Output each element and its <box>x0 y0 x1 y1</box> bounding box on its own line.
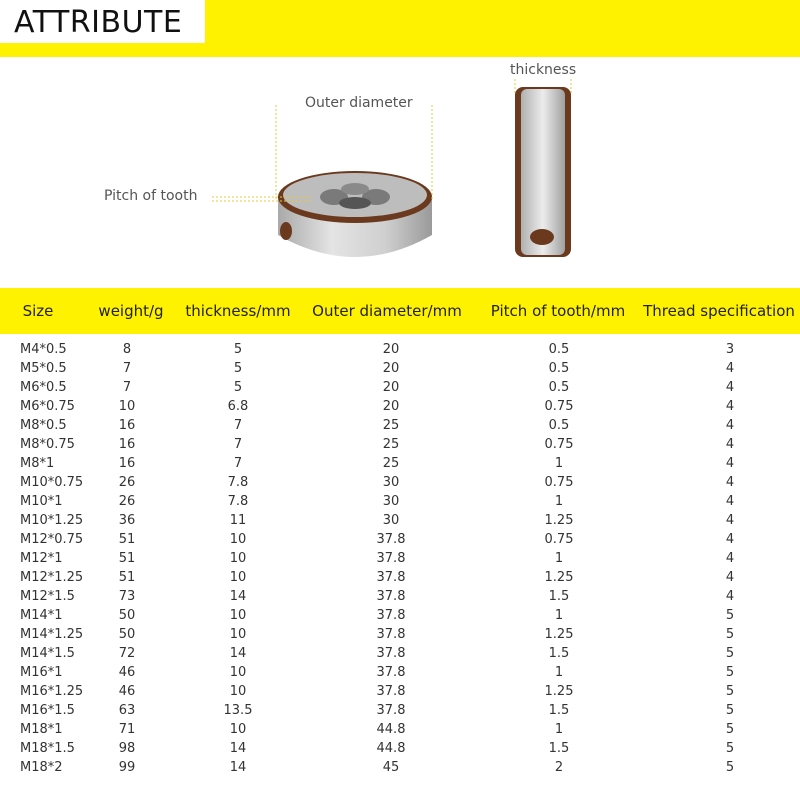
cell-size: M10*0.75 <box>20 475 84 490</box>
cell-outer-diameter: 30 <box>382 475 400 490</box>
cell-size: M18*1.5 <box>20 741 75 756</box>
cell-size: M16*1 <box>20 665 63 680</box>
cell-weight: 7 <box>122 361 132 376</box>
table-row <box>0 549 800 568</box>
cell-weight: 7 <box>122 380 132 395</box>
cell-weight: 50 <box>118 627 136 642</box>
cell-thickness: 10 <box>229 551 247 566</box>
cell-outer-diameter: 45 <box>382 760 400 775</box>
chip-hole-back <box>341 183 369 195</box>
cell-thread-specification: 4 <box>725 380 735 395</box>
cell-thread-specification: 5 <box>725 627 735 642</box>
outer-diameter-label: Outer diameter <box>305 95 413 111</box>
cell-pitch-of-tooth: 0.5 <box>548 342 570 357</box>
cell-weight: 98 <box>118 741 136 756</box>
cell-outer-diameter: 37.8 <box>376 589 406 604</box>
cell-pitch-of-tooth: 0.75 <box>544 437 574 452</box>
column-header-pitch-of-tooth: Pitch of tooth/mm <box>490 302 626 320</box>
cell-thickness: 7.8 <box>227 494 249 509</box>
cell-size: M6*0.75 <box>20 399 75 414</box>
cell-thickness: 10 <box>229 608 247 623</box>
cell-thread-specification: 4 <box>725 513 735 528</box>
thread-bore <box>339 197 371 209</box>
cell-weight: 46 <box>118 665 136 680</box>
cell-size: M16*1.25 <box>20 684 84 699</box>
cell-thread-specification: 5 <box>725 741 735 756</box>
cell-outer-diameter: 37.8 <box>376 532 406 547</box>
cell-thread-specification: 5 <box>725 665 735 680</box>
cell-weight: 51 <box>118 551 136 566</box>
cell-thickness: 10 <box>229 684 247 699</box>
round-die-angled <box>278 171 432 257</box>
cell-thickness: 5 <box>233 361 243 376</box>
table-row <box>0 587 800 606</box>
table-row <box>0 625 800 644</box>
cell-thread-specification: 4 <box>725 589 735 604</box>
cell-size: M12*0.75 <box>20 532 84 547</box>
cell-outer-diameter: 20 <box>382 361 400 376</box>
thickness-label: thickness <box>510 62 577 78</box>
cell-weight: 51 <box>118 532 136 547</box>
cell-thickness: 14 <box>229 646 247 661</box>
cell-weight: 71 <box>118 722 136 737</box>
table-row <box>0 606 800 625</box>
cell-thickness: 10 <box>229 722 247 737</box>
cell-thread-specification: 5 <box>725 608 735 623</box>
cell-thread-specification: 3 <box>725 342 735 357</box>
cell-outer-diameter: 37.8 <box>376 665 406 680</box>
cell-size: M12*1 <box>20 551 63 566</box>
cell-thickness: 11 <box>229 513 247 528</box>
table-row <box>0 435 800 454</box>
cell-weight: 16 <box>118 437 136 452</box>
cell-thread-specification: 4 <box>725 361 735 376</box>
cell-size: M14*1.25 <box>20 627 84 642</box>
cell-thread-specification: 5 <box>725 684 735 699</box>
cell-thread-specification: 4 <box>725 399 735 414</box>
cell-outer-diameter: 37.8 <box>376 608 406 623</box>
cell-pitch-of-tooth: 1 <box>554 494 564 509</box>
cell-thickness: 5 <box>233 342 243 357</box>
cell-outer-diameter: 20 <box>382 380 400 395</box>
cell-size: M5*0.5 <box>20 361 67 376</box>
cell-outer-diameter: 30 <box>382 513 400 528</box>
table-row <box>0 568 800 587</box>
cell-pitch-of-tooth: 1 <box>554 608 564 623</box>
cell-thread-specification: 4 <box>725 570 735 585</box>
cell-pitch-of-tooth: 0.75 <box>544 399 574 414</box>
cell-thickness: 13.5 <box>223 703 253 718</box>
table-row <box>0 359 800 378</box>
cell-weight: 50 <box>118 608 136 623</box>
cell-pitch-of-tooth: 1.25 <box>544 513 574 528</box>
cell-pitch-of-tooth: 0.5 <box>548 380 570 395</box>
cell-thread-specification: 4 <box>725 494 735 509</box>
cell-thickness: 7 <box>233 456 243 471</box>
cell-pitch-of-tooth: 0.5 <box>548 418 570 433</box>
cell-thread-specification: 4 <box>725 475 735 490</box>
cell-pitch-of-tooth: 1.5 <box>548 741 570 756</box>
cell-weight: 46 <box>118 684 136 699</box>
table-row <box>0 473 800 492</box>
cell-thickness: 7 <box>233 418 243 433</box>
cell-thread-specification: 5 <box>725 760 735 775</box>
cell-thickness: 14 <box>229 741 247 756</box>
cell-size: M10*1 <box>20 494 63 509</box>
column-header-thickness: thickness/mm <box>185 302 291 320</box>
cell-size: M8*0.5 <box>20 418 67 433</box>
cell-weight: 63 <box>118 703 136 718</box>
cell-thickness: 10 <box>229 665 247 680</box>
cell-pitch-of-tooth: 1.5 <box>548 703 570 718</box>
cell-size: M18*1 <box>20 722 63 737</box>
cell-pitch-of-tooth: 1 <box>554 456 564 471</box>
table-row <box>0 720 800 739</box>
cell-weight: 10 <box>118 399 136 414</box>
set-screw-hole <box>280 222 292 240</box>
cell-thickness: 7 <box>233 437 243 452</box>
table-row <box>0 511 800 530</box>
cell-weight: 51 <box>118 570 136 585</box>
table-row <box>0 701 800 720</box>
cell-thread-specification: 5 <box>725 646 735 661</box>
cell-thread-specification: 4 <box>725 551 735 566</box>
cell-thickness: 10 <box>229 570 247 585</box>
cell-pitch-of-tooth: 2 <box>554 760 564 775</box>
table-row <box>0 530 800 549</box>
table-row <box>0 340 800 359</box>
set-screw-hole <box>530 229 554 245</box>
cell-thread-specification: 4 <box>725 418 735 433</box>
cell-outer-diameter: 37.8 <box>376 551 406 566</box>
cell-weight: 26 <box>118 475 136 490</box>
cell-size: M18*2 <box>20 760 63 775</box>
cell-pitch-of-tooth: 1 <box>554 722 564 737</box>
cell-weight: 99 <box>118 760 136 775</box>
cell-weight: 8 <box>122 342 132 357</box>
round-die-edge <box>515 87 571 257</box>
die-illustration <box>0 57 800 285</box>
cell-thickness: 6.8 <box>227 399 249 414</box>
cell-thickness: 10 <box>229 532 247 547</box>
cell-size: M8*0.75 <box>20 437 75 452</box>
cell-outer-diameter: 25 <box>382 437 400 452</box>
product-illustration <box>0 57 800 285</box>
cell-outer-diameter: 37.8 <box>376 684 406 699</box>
table-row <box>0 758 800 777</box>
cell-weight: 16 <box>118 418 136 433</box>
cell-weight: 73 <box>118 589 136 604</box>
spec-table-body <box>0 340 800 777</box>
cell-thickness: 14 <box>229 760 247 775</box>
cell-size: M12*1.5 <box>20 589 75 604</box>
table-header <box>0 288 800 334</box>
cell-outer-diameter: 37.8 <box>376 646 406 661</box>
cell-outer-diameter: 25 <box>382 418 400 433</box>
column-header-outer-diameter: Outer diameter/mm <box>312 302 462 320</box>
cell-pitch-of-tooth: 1.25 <box>544 627 574 642</box>
cell-outer-diameter: 20 <box>382 342 400 357</box>
cell-thread-specification: 5 <box>725 703 735 718</box>
cell-pitch-of-tooth: 0.5 <box>548 361 570 376</box>
cell-weight: 16 <box>118 456 136 471</box>
table-row <box>0 739 800 758</box>
cell-outer-diameter: 25 <box>382 456 400 471</box>
table-row <box>0 492 800 511</box>
cell-outer-diameter: 37.8 <box>376 570 406 585</box>
cell-size: M14*1.5 <box>20 646 75 661</box>
cell-size: M10*1.25 <box>20 513 84 528</box>
cell-weight: 36 <box>118 513 136 528</box>
table-row <box>0 416 800 435</box>
cell-thickness: 7.8 <box>227 475 249 490</box>
cell-size: M16*1.5 <box>20 703 75 718</box>
cell-size: M12*1.25 <box>20 570 84 585</box>
cell-thread-specification: 5 <box>725 722 735 737</box>
cell-pitch-of-tooth: 1.5 <box>548 646 570 661</box>
cell-outer-diameter: 30 <box>382 494 400 509</box>
cell-size: M14*1 <box>20 608 63 623</box>
cell-weight: 72 <box>118 646 136 661</box>
table-row <box>0 454 800 473</box>
pitch-of-tooth-label: Pitch of tooth <box>104 188 198 204</box>
cell-pitch-of-tooth: 1.25 <box>544 684 574 699</box>
cell-pitch-of-tooth: 1 <box>554 551 564 566</box>
cell-thread-specification: 4 <box>725 437 735 452</box>
cell-pitch-of-tooth: 0.75 <box>544 532 574 547</box>
cell-thickness: 10 <box>229 627 247 642</box>
table-row <box>0 644 800 663</box>
column-header-weight: weight/g <box>98 302 164 320</box>
cell-pitch-of-tooth: 0.75 <box>544 475 574 490</box>
header-tab <box>0 0 205 43</box>
table-row <box>0 663 800 682</box>
cell-weight: 26 <box>118 494 136 509</box>
cell-outer-diameter: 37.8 <box>376 627 406 642</box>
page-title: ATTRIBUTE <box>14 5 183 40</box>
table-row <box>0 397 800 416</box>
table-row <box>0 378 800 397</box>
cell-size: M6*0.5 <box>20 380 67 395</box>
cell-outer-diameter: 44.8 <box>376 722 406 737</box>
cell-pitch-of-tooth: 1.25 <box>544 570 574 585</box>
column-header-thread-specification: Thread specification <box>643 302 795 320</box>
cell-size: M8*1 <box>20 456 55 471</box>
cell-outer-diameter: 37.8 <box>376 703 406 718</box>
cell-thickness: 14 <box>229 589 247 604</box>
cell-pitch-of-tooth: 1.5 <box>548 589 570 604</box>
column-header-size: Size <box>22 302 54 320</box>
cell-outer-diameter: 44.8 <box>376 741 406 756</box>
cell-size: M4*0.5 <box>20 342 67 357</box>
cell-pitch-of-tooth: 1 <box>554 665 564 680</box>
cell-thread-specification: 4 <box>725 456 735 471</box>
cell-thickness: 5 <box>233 380 243 395</box>
table-row <box>0 682 800 701</box>
cell-thread-specification: 4 <box>725 532 735 547</box>
cell-outer-diameter: 20 <box>382 399 400 414</box>
